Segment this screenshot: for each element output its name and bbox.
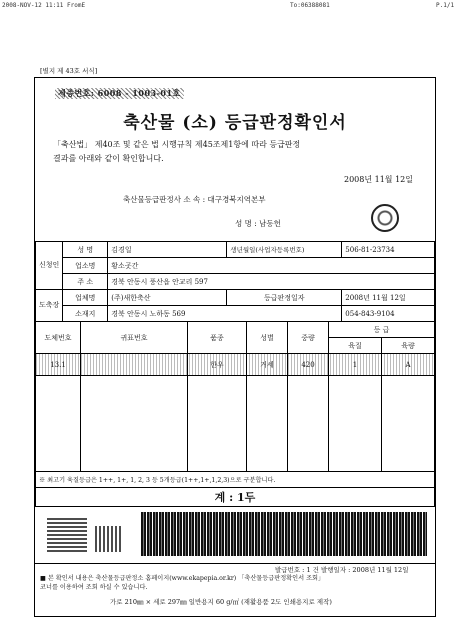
row-yield: A — [382, 354, 435, 376]
inspector-name: 성 명 : 남동헌 — [235, 219, 281, 228]
stamp-mark-small — [95, 526, 121, 552]
header-carcass-no: 도체번호 — [36, 322, 81, 354]
bottom-divider — [35, 563, 435, 564]
row-weight: 420 — [288, 354, 329, 376]
footnote — [40, 574, 460, 592]
header-ear-tag: 귀표번호 — [81, 322, 188, 354]
grade-date-label: 등급판정일자 — [227, 290, 342, 306]
row-ear-tag — [81, 354, 188, 376]
issuance-info: 발급번호 : 1 건 발행일자 : 2008년 11월 12일 — [275, 566, 409, 574]
header-weight: 중량 — [288, 322, 329, 354]
applicant-name: 김경일 — [108, 242, 227, 258]
slaughter-company-label: 업체명 — [63, 290, 108, 306]
issue-date: 2008년 11월 12일 — [344, 175, 413, 184]
fax-header-right: P.1/1 — [436, 2, 455, 9]
header-sex: 성별 — [247, 322, 288, 354]
address-label: 주 소 — [63, 274, 108, 290]
grade-date: 2008년 11월 12일 — [342, 290, 435, 306]
certificate-number: 제증번호: 6008 - 1003-01호 — [55, 88, 184, 99]
intro-text — [53, 138, 423, 166]
slaughter-company: (주)새한축산 — [108, 290, 227, 306]
header-meat-quality: 육질 — [329, 338, 382, 354]
header-breed: 품종 — [188, 322, 247, 354]
certificate-document — [34, 77, 436, 617]
barcode — [141, 512, 427, 556]
grade-note: ※ 최고기 육질등급은 1++, 1+, 1, 2, 3 등 5개등급(1++,1+,1,2,3)으로 구분합니다. — [36, 472, 435, 488]
row-breed: 한우 — [188, 354, 247, 376]
name-label: 성 명 — [63, 242, 108, 258]
company-label: 업소명 — [63, 258, 108, 274]
applicant-address: 경북 안동시 풍산읍 안교리 597 — [108, 274, 435, 290]
footnote-line-1: ■ 본 확인서 내용은 축산물등급판정소 홈페이지(www.ekapepia.or.kr) 「축산물등급판정확인서 조회」 — [40, 575, 325, 582]
applicant-company: 황소곳간 — [108, 258, 435, 274]
empty-rows — [36, 376, 435, 472]
fax-header-mid: To:06388081 — [290, 2, 330, 9]
issuer-line: 축산물등급판정사 소 속 : 대구경북지역본부 — [123, 195, 266, 204]
stamp-mark-large — [47, 518, 87, 552]
intro-line-2: 결과를 아래와 같이 확인합니다. — [53, 154, 164, 163]
paper-spec: 가로 210㎜ × 세로 297㎜ 일반용지 60 g/㎡ (재활용품 2도 인쇄용지로 제작) — [110, 598, 332, 606]
header-grade: 등 급 — [329, 322, 435, 338]
form-number: [별지 제 43호 서식] — [40, 67, 98, 75]
grade-table — [35, 321, 435, 507]
applicant-side-label: 신청인 — [36, 242, 63, 290]
applicant-id: 506-81-23734 — [342, 242, 435, 258]
header-yield: 육량 — [382, 338, 435, 354]
total-count: 계 : 1두 — [36, 488, 435, 507]
official-seal — [371, 204, 399, 232]
id-label: 생년월일(사업자등록번호) — [227, 242, 342, 258]
slaughter-location: 경북 안동시 노하동 569 — [108, 306, 342, 322]
row-sex: 거세 — [247, 354, 288, 376]
applicant-table — [35, 241, 435, 322]
slaughter-phone: 054-843-9104 — [342, 306, 435, 322]
location-label: 소재지 — [63, 306, 108, 322]
intro-line-1: 「축산법」 제40조 및 같은 법 시행규칙 제45조제1항에 따라 등급판정 — [53, 140, 301, 149]
footnote-line-2: 코너를 이용하여 조회 하실 수 있습니다. — [40, 584, 148, 591]
row-meat-quality: 1 — [329, 354, 382, 376]
slaughter-side-label: 도축장 — [36, 290, 63, 322]
fax-header-left: 2008-NOV-12 11:11 FromE — [2, 2, 86, 9]
document-title: 축산물 (소) 등급판정확인서 — [123, 113, 347, 133]
row-carcass-no: 13.1 — [36, 354, 81, 376]
